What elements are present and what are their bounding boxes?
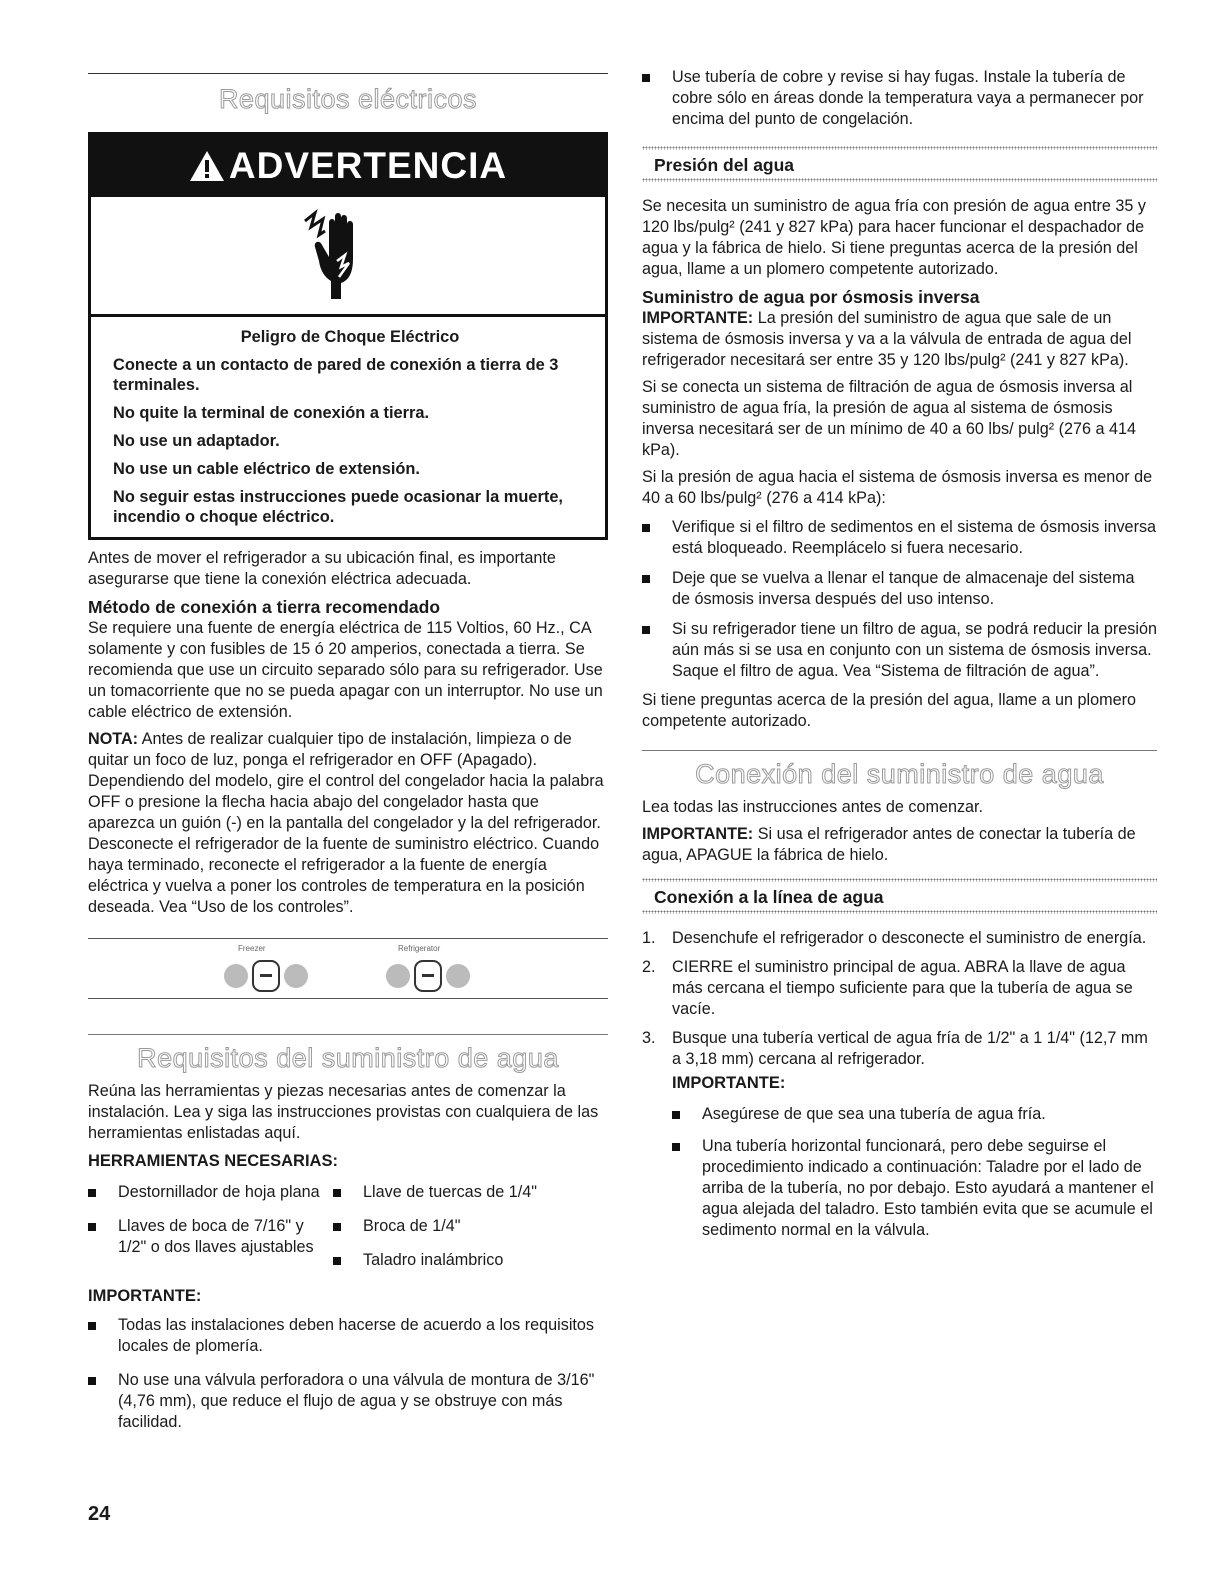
freezer-label: Freezer xyxy=(238,944,266,953)
step3-bullet: Una tubería horizontal funcionará, pero debe seguirse el procedimiento indicado a continuación: Taladre por el lado de arriba de la tubería, no por debajo. Esto ayudará a mantener el agua alejada del taladro. Esto también evita que se acumule el sedimento normal en la válvula. xyxy=(672,1136,1157,1241)
nota-paragraph: NOTA: Antes de realizar cualquier tipo de instalación, limpieza o de quitar un foco de luz, ponga el refrigerador en OFF (Apagado). Dependiendo del modelo, gire el control del congelador hacia la palabra OFF o presione la flecha hacia abajo del congelador hasta que aparezca un guión (-) en la pantalla del congelador y la del refrigerador. Desconecte el refrigerador de la fuente de suministro eléctrico. Cuando haya terminado, reconecte el refrigerador a la fuente de energía eléctrica y vuelva a poner los controles de temperatura en la posición deseada. Vea “Uso de los controles”. xyxy=(88,730,604,916)
warning-line: No use un adaptador. xyxy=(113,432,280,450)
ro-paragraph: Si la presión de agua hacia el sistema de ósmosis inversa es menor de 40 a 60 lbs/pulg² (276 a 414 kPa): xyxy=(642,468,1153,507)
dotted-rule xyxy=(642,178,1157,182)
right-column xyxy=(642,0,1157,1241)
copper-pipe-bullet: Use tubería de cobre y revise si hay fugas. Instale la tubería de cobre sólo en áreas donde la temperatura vaya a permanecer por encima del punto de congelación. xyxy=(642,67,1157,130)
warning-line: No quite la terminal de conexión a tierra. xyxy=(113,404,430,422)
tool-item: Llaves de boca de 7/16" y 1/2" o dos llaves ajustables xyxy=(88,1216,333,1258)
ro-heading: Suministro de agua por ósmosis inversa xyxy=(642,287,980,307)
tool-item: Taladro inalámbrico xyxy=(333,1250,603,1271)
tool-item: Broca de 1/4" xyxy=(333,1216,603,1237)
warning-body xyxy=(91,317,605,537)
warning-line: No seguir estas instrucciones puede ocasionar la muerte, incendio o choque eléctrico. xyxy=(113,488,563,526)
s3-paragraph: Lea todas las instrucciones antes de comenzar. xyxy=(642,798,984,816)
fridge-control xyxy=(378,958,478,994)
step3-bullet: Asegúrese de que sea una tubería de agua fría. xyxy=(672,1104,1157,1125)
method-paragraph: Se requiere una fuente de energía eléctrica de 115 Voltios, 60 Hz., CA solamente y con fusibles de 15 ó 20 amperios, conectada a tierra. Se recomienda que use un circuito separado sólo para su refrigerador. Use un tomacorriente que no se pueda apagar con un interruptor. No use un cable eléctrico de extensión. xyxy=(88,619,603,721)
ro-bullet: Si su refrigerador tiene un filtro de agua, se podrá reducir la presión aún más si se usa en conjunto con un sistema de ósmosis inversa. Saque el filtro de agua. Vea “Sistema de filtración de agua”. xyxy=(642,619,1157,682)
step3-important: IMPORTANTE: xyxy=(672,1074,786,1092)
important-item: No use una válvula perforadora o una válvula de montura de 3/16" (4,76 mm), que reduce el flujo de agua y se obstruye con más facilidad. xyxy=(88,1370,608,1433)
pressure-heading: Presión del agua xyxy=(654,155,795,175)
tool-item: Destornillador de hoja plana xyxy=(88,1182,333,1203)
line-heading: Conexión a la línea de agua xyxy=(654,887,884,907)
ro-bullet: Verifique si el filtro de sedimentos en el sistema de ósmosis inversa está bloqueado. Reemplácelo si fuera necesario. xyxy=(642,517,1157,559)
left-column xyxy=(88,0,608,1433)
section-title-water-supply: Requisitos del suministro de agua xyxy=(137,1043,559,1073)
step-item: 1. Desenchufe el refrigerador o desconecte el suministro de energía. xyxy=(642,929,1147,947)
section-rule xyxy=(642,750,1157,751)
pressure-paragraph: Se necesita un suministro de agua fría con presión de agua entre 35 y 120 lbs/pulg² (241 y 827 kPa) para hacer funcionar el despachador de agua y la fábrica de hielo. Si tiene preguntas acerca de la presión del agua, llame a un plomero competente autorizado. xyxy=(642,197,1146,278)
dotted-rule xyxy=(642,878,1157,882)
control-panel-illustration xyxy=(88,932,608,1012)
important-heading: IMPORTANTE: xyxy=(88,1287,202,1305)
section-title-electrical: Requisitos eléctricos xyxy=(218,84,478,114)
warning-line: No use un cable eléctrico de extensión. xyxy=(113,460,420,478)
s3-important: IMPORTANTE: Si usa el refrigerador antes de conectar la tubería de agua, APAGUE la fábrica de hielo. xyxy=(642,825,1136,864)
intro-paragraph: Antes de mover el refrigerador a su ubicación final, es importante asegurarse que tiene la conexión eléctrica adecuada. xyxy=(88,549,556,588)
step-item: 2. CIERRE el suministro principal de agua. ABRA la llave de agua más cercana el tiempo suficiente para que la tubería de agua se vacíe. xyxy=(642,958,1133,1018)
dotted-rule xyxy=(642,910,1157,914)
section-rule xyxy=(88,73,608,74)
dotted-rule xyxy=(642,146,1157,150)
electric-shock-icon xyxy=(91,197,605,317)
ro-bullet: Deje que se vuelva a llenar el tanque de almacenaje del sistema de ósmosis inversa después del uso intenso. xyxy=(642,568,1157,610)
warning-header: ADVERTENCIA xyxy=(91,135,605,197)
ro-important: IMPORTANTE: La presión del suministro de agua que sale de un sistema de ósmosis inversa y va a la válvula de entrada de agua del refrigerador necesitará ser entre 35 y 120 lbs/pulg² (241 y 827 kPa). xyxy=(642,309,1132,369)
page-number: 24 xyxy=(88,1503,111,1525)
method-heading: Método de conexión a tierra recomendado xyxy=(88,597,441,617)
tools-list xyxy=(88,1182,608,1271)
fridge-label: Refrigerator xyxy=(398,944,441,953)
step-item: 3. Busque una tubería vertical de agua fría de 1/2" a 1 1/4" (12,7 mm a 3,18 mm) cercana al refrigerador. xyxy=(642,1029,1148,1068)
s2-intro: Reúna las herramientas y piezas necesarias antes de comenzar la instalación. Lea y siga las instrucciones provistas con cualquiera de las herramientas enlistadas aquí. xyxy=(88,1082,599,1142)
ro-paragraph: Si tiene preguntas acerca de la presión del agua, llame a un plomero competente autorizado. xyxy=(642,691,1137,730)
tools-heading: HERRAMIENTAS NECESARIAS: xyxy=(88,1152,338,1170)
section-rule xyxy=(88,1034,608,1035)
ro-paragraph: Si se conecta un sistema de filtración de agua de ósmosis inversa al suministro de agua fría, la presión de agua al sistema de ósmosis inversa necesitará ser de un mínimo de 40 a 60 lbs/ pulg² (276 a 414 kPa). xyxy=(642,378,1137,459)
warning-box xyxy=(88,132,608,540)
important-item: Todas las instalaciones deben hacerse de acuerdo a los requisitos locales de plomería. xyxy=(88,1315,608,1357)
section-title-water-connection: Conexión del suministro de agua xyxy=(695,759,1104,789)
freezer-control xyxy=(216,958,316,994)
tool-item: Llave de tuercas de 1/4" xyxy=(333,1182,603,1203)
warning-line: Conecte a un contacto de pared de conexión a tierra de 3 terminales. xyxy=(113,356,559,394)
step3-sub xyxy=(642,1072,1157,1241)
hazard-title: Peligro de Choque Eléctrico xyxy=(240,328,460,346)
warning-triangle-icon xyxy=(189,139,225,201)
